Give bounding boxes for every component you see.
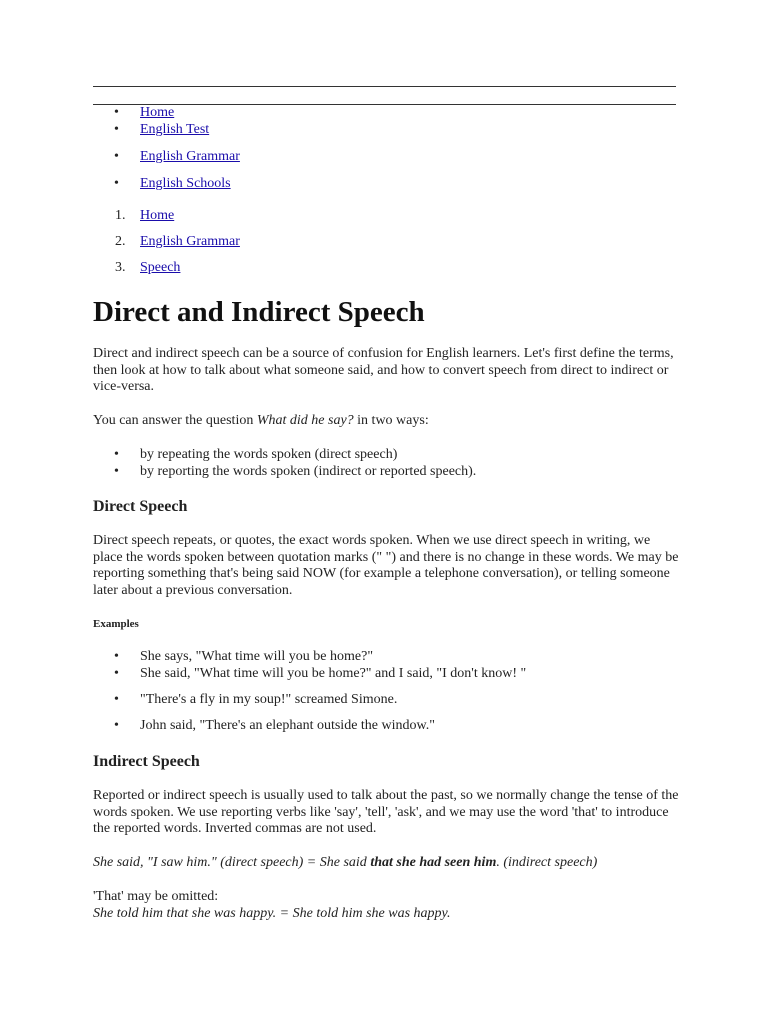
intro-paragraph: Direct and indirect speech can be a source of confusion for English learners. Let's first define the terms, then look at how to talk about what someone said, and how to convert speech from direct to indirect or vice-versa.	[93, 346, 674, 394]
nav-link-english-schools[interactable]: English Schools	[140, 176, 231, 191]
indirect-speech-heading: Indirect Speech	[93, 753, 200, 770]
list-item: • by repeating the words spoken (direct speech)	[93, 446, 476, 463]
nav-link-home[interactable]: Home	[140, 105, 175, 120]
question-emphasis: What did he say?	[256, 413, 354, 428]
nav-item-english-grammar	[93, 148, 240, 165]
nav-link-english-test[interactable]: English Test	[140, 122, 210, 137]
breadcrumb	[93, 207, 240, 276]
direct-speech-heading: Direct Speech	[93, 498, 188, 515]
indirect-example	[93, 855, 683, 872]
list-item: • by reporting the words spoken (indirect or reported speech).	[93, 463, 476, 480]
breadcrumb-link-speech[interactable]: Speech	[140, 260, 181, 275]
nav-link-english-grammar[interactable]: English Grammar	[140, 149, 240, 164]
breadcrumb-link-home[interactable]: Home	[140, 208, 175, 223]
breadcrumb-link-english-grammar[interactable]: English Grammar	[140, 234, 240, 249]
list-item: • She said, "What time will you be home?" and I said, "I don't know! "	[93, 665, 526, 682]
nav-item-english-schools	[93, 175, 240, 192]
ways-list	[93, 446, 476, 480]
direct-speech-paragraph: Direct speech repeats, or quotes, the exact words spoken. When we use direct speech in writing, we place the words spoken between quotation marks (" ") and there is no change in these words. We may be reporting something that's being said NOW (for example a telephone conversation), or telling someone later about a previous conversation.	[93, 533, 679, 598]
nav-item-english-test	[93, 121, 240, 138]
nav-item-home	[93, 104, 240, 121]
indirect-example-bold: that she had seen him	[370, 855, 497, 870]
indirect-example-after: . (indirect speech)	[496, 855, 598, 870]
omit-note: 'That' may be omitted:	[93, 889, 219, 904]
question-text-after: in two ways:	[353, 413, 429, 428]
breadcrumb-number: 1.	[115, 208, 126, 223]
examples-heading: Examples	[93, 618, 139, 630]
site-nav	[93, 104, 240, 192]
list-item: • She says, "What time will you be home?"	[93, 648, 526, 665]
indirect-speech-paragraph: Reported or indirect speech is usually used to talk about the past, so we normally change the tense of the words spoken. We use reporting verbs like 'say', 'tell', 'ask', and we may use the word 'that' to introduce the reported words. Inverted commas are not used.	[93, 788, 679, 836]
top-divider	[93, 86, 676, 87]
page-title: Direct and Indirect Speech	[93, 296, 425, 328]
list-item: • "There's a fly in my soup!" screamed Simone.	[93, 691, 526, 708]
breadcrumb-item	[93, 207, 240, 224]
question-paragraph	[93, 413, 683, 430]
list-item: • John said, "There's an elephant outside the window."	[93, 717, 526, 734]
breadcrumb-item	[93, 259, 240, 276]
indirect-example-before: She said, "I saw him." (direct speech) = She said	[93, 855, 371, 870]
question-text-before: You can answer the question	[93, 413, 257, 428]
breadcrumb-number: 3.	[115, 260, 126, 275]
breadcrumb-number: 2.	[115, 234, 126, 249]
direct-examples-list	[93, 648, 526, 734]
omit-example: She told him that she was happy. = She told him she was happy.	[93, 906, 451, 921]
breadcrumb-item	[93, 233, 240, 250]
